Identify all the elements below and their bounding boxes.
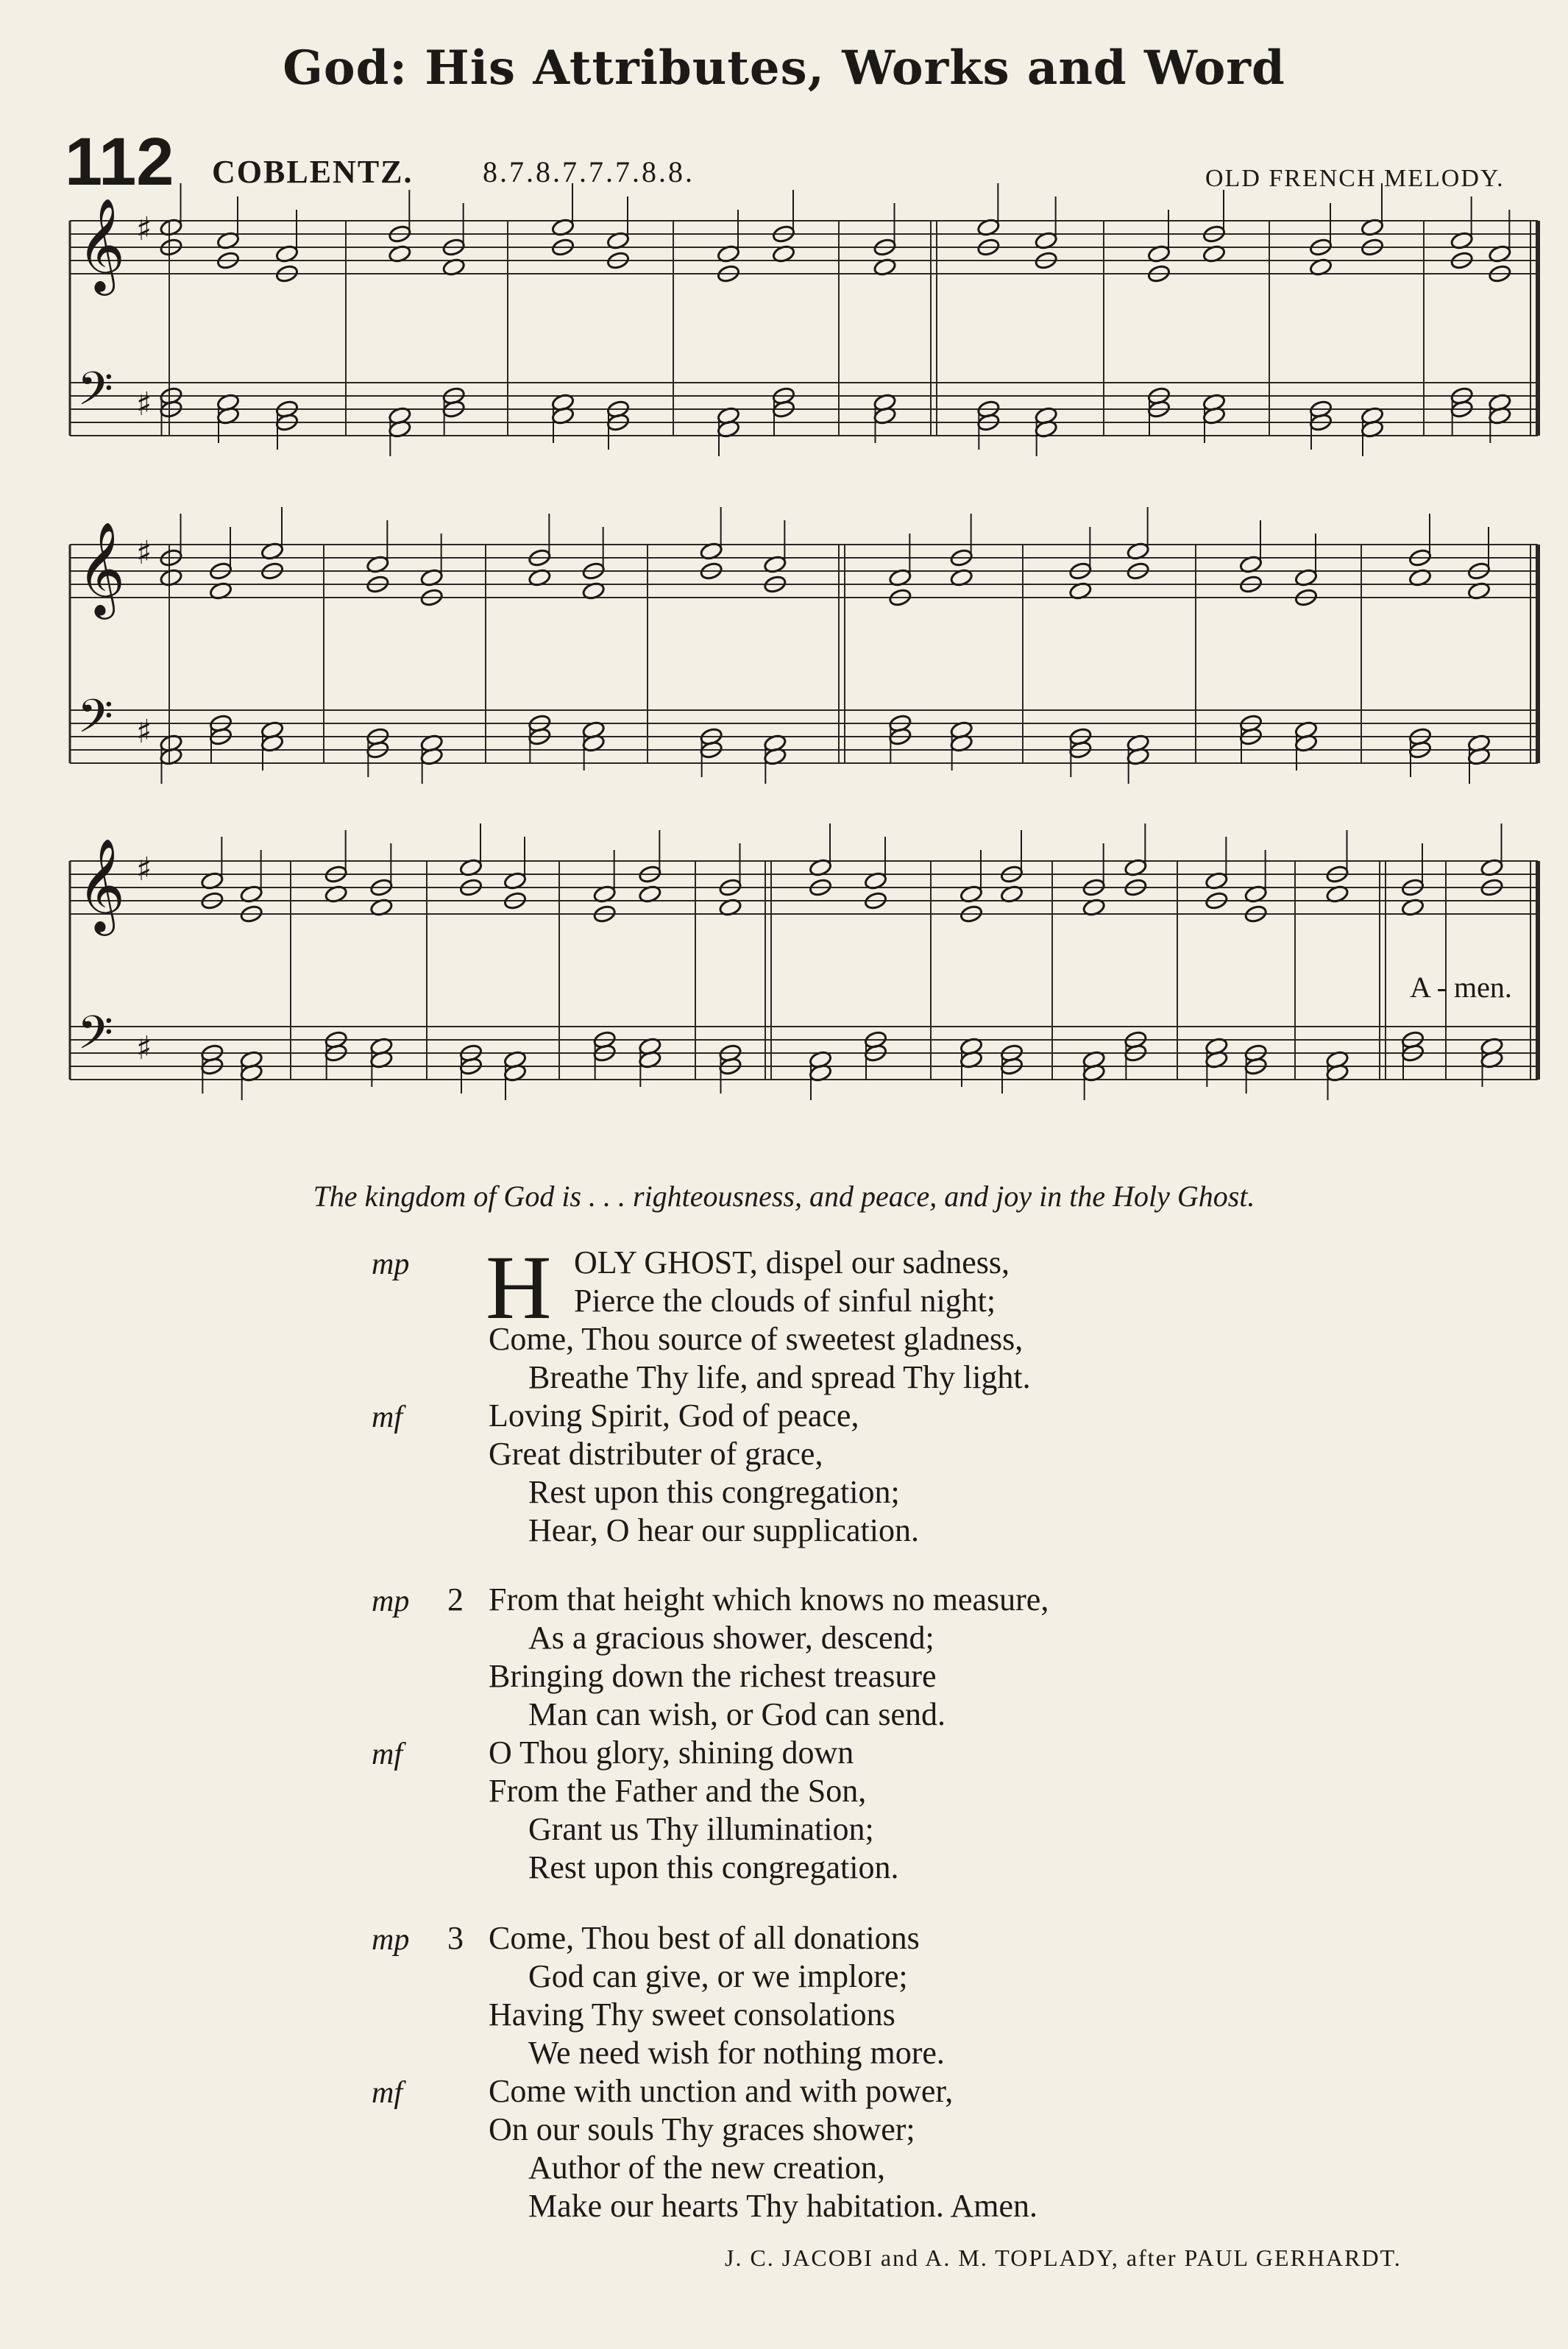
amen-label: A - men. [1410,971,1512,1004]
key-signature-sharp: ♯ [136,1030,152,1067]
key-signature-sharp: ♯ [136,210,152,248]
dynamic-mark: mf [372,2076,402,2110]
verse-line: Author of the new creation, [528,2150,886,2186]
verse-line: We need wish for nothing more. [528,2035,945,2071]
treble-clef-icon: 𝄞 [77,521,126,615]
verse-line: Breathe Thy life, and spread Thy light. [528,1359,1031,1395]
melody-credit: OLD FRENCH MELODY. [1205,165,1505,192]
verse-line: Come with unction and with power, [489,2073,954,2109]
verse-line: OLY GHOST, dispel our sadness, [574,1244,1010,1280]
verse-line: As a gracious shower, descend; [528,1620,934,1656]
verse-number: 2 [447,1581,464,1618]
key-signature-sharp: ♯ [136,713,152,751]
dynamic-mark: mp [372,1584,410,1618]
dynamic-mark: mf [372,1400,402,1434]
verse-line: Hear, O hear our supplication. [528,1512,919,1548]
verse-line: From the Father and the Son, [489,1773,867,1809]
verse-line: On our souls Thy graces shower; [489,2111,915,2147]
key-signature-sharp: ♯ [136,386,152,423]
scripture-text: The kingdom of God is . . . righteousness, and peace, and joy in the Holy Ghost. [313,1180,1255,1213]
verse-line: O Thou glory, shining down [489,1735,854,1771]
verse-line: Come, Thou best of all donations [489,1920,920,1956]
hymn-number: 112 [65,124,174,199]
verse-line: Rest upon this congregation. [528,1849,899,1885]
treble-clef-icon: 𝄞 [77,837,126,932]
key-signature-sharp: ♯ [136,851,152,888]
bass-clef-icon: 𝄢 [77,361,113,427]
music-score [0,0,1568,1163]
verse-line: From that height which knows no measure, [489,1581,1049,1618]
section-heading: God: His Attributes, Works and Word [283,40,1285,96]
verse-line: Having Thy sweet consolations [489,1997,895,2033]
attribution: J. C. JACOBI and A. M. TOPLADY, after PAUL GERHARDT. [725,2245,1402,2271]
meter: 8.7.8.7.7.7.8.8. [483,155,695,188]
verse-line: Pierce the clouds of sinful night; [574,1283,996,1319]
verse-line: Come, Thou source of sweetest gladness, [489,1321,1024,1357]
bass-clef-icon: 𝄢 [77,1005,113,1071]
dynamic-mark: mp [372,1247,410,1281]
dynamic-mark: mp [372,1923,410,1957]
verse-line: Rest upon this congregation; [528,1474,900,1510]
verse-line: Grant us Thy illumination; [528,1811,874,1847]
dynamic-mark: mf [372,1737,402,1771]
verse-line: Man can wish, or God can send. [528,1696,946,1732]
verse-line: Loving Spirit, God of peace, [489,1397,859,1434]
bass-clef-icon: 𝄢 [77,689,113,754]
treble-clef-icon: 𝄞 [77,197,126,291]
tune-name: COBLENTZ. [212,154,414,190]
verse-number: 3 [447,1920,464,1956]
drop-cap: H [486,1237,552,1338]
verse-line: Great distributer of grace, [489,1436,823,1472]
verse-line: Bringing down the richest treasure [489,1658,937,1694]
verse-line: God can give, or we implore; [528,1958,908,1994]
verse-line: Make our hearts Thy habitation. Amen. [528,2188,1038,2224]
key-signature-sharp: ♯ [136,534,152,572]
